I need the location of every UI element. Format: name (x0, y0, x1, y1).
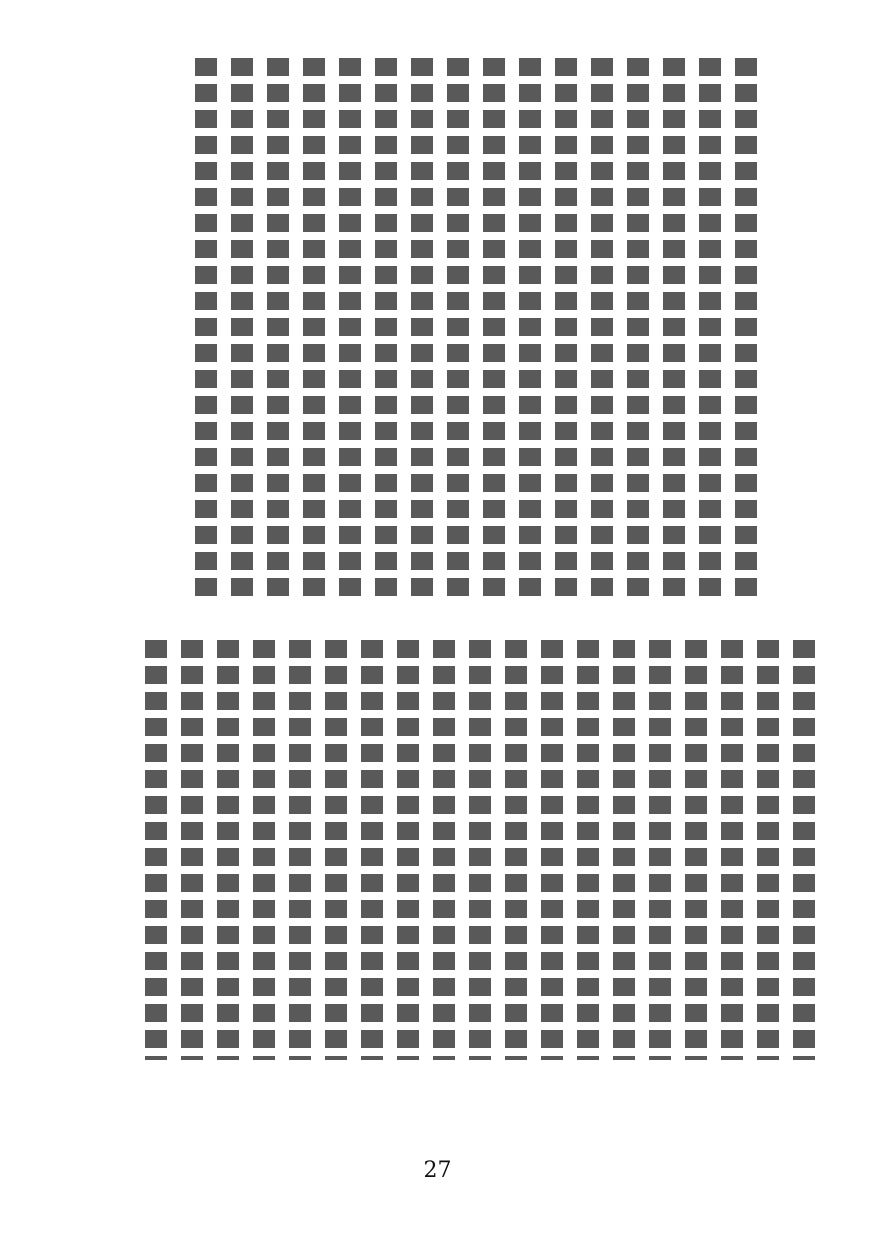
bottom-text-block (145, 640, 815, 1060)
text-column (627, 58, 649, 598)
text-column (555, 58, 577, 598)
text-column (375, 58, 397, 598)
text-column (577, 640, 599, 1060)
text-column (757, 640, 779, 1060)
text-column (613, 640, 635, 1060)
text-column (411, 58, 433, 598)
text-column (469, 640, 491, 1060)
text-column (433, 640, 455, 1060)
text-column (721, 640, 743, 1060)
text-column (519, 58, 541, 598)
text-column (505, 640, 527, 1060)
text-column (699, 58, 721, 598)
text-column (181, 640, 203, 1060)
text-column (663, 58, 685, 598)
text-column (267, 58, 289, 598)
text-column (195, 58, 217, 598)
text-column (649, 640, 671, 1060)
text-column (339, 58, 361, 598)
text-column (793, 640, 815, 1060)
text-column (591, 58, 613, 598)
page-number: 27 (423, 1158, 452, 1183)
text-column (217, 640, 239, 1060)
text-column (361, 640, 383, 1060)
text-column (541, 640, 563, 1060)
top-text-block (195, 58, 757, 598)
text-column (303, 58, 325, 598)
text-column (289, 640, 311, 1060)
text-column (735, 58, 757, 598)
text-column (447, 58, 469, 598)
text-column (253, 640, 275, 1060)
text-column (685, 640, 707, 1060)
text-column (397, 640, 419, 1060)
text-column (483, 58, 505, 598)
text-column (231, 58, 253, 598)
text-column (145, 640, 167, 1060)
text-column (325, 640, 347, 1060)
